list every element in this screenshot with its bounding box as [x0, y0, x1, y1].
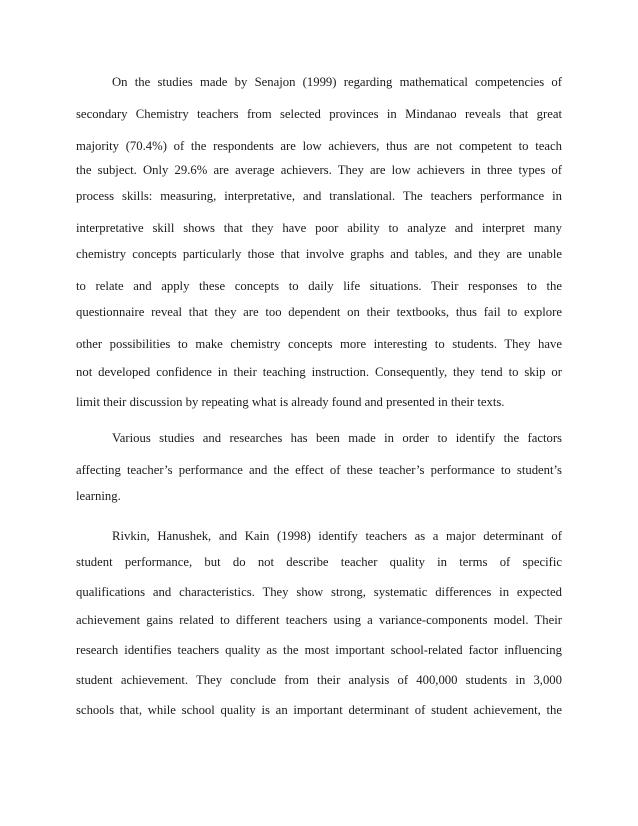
paragraph-3-line-3: qualifications and characteristics. They show strong, systematic differences in expected	[76, 585, 562, 599]
paragraph-3-line-7: schools that, while school quality is an important determinant of student achievement, the	[76, 703, 562, 717]
paragraph-3-line-6: student achievement. They conclude from their analysis of 400,000 students in 3,000	[76, 673, 562, 687]
paragraph-1-line-12: limit their discussion by repeating what is already found and presented in their texts.	[76, 395, 505, 409]
paragraph-1-line-8: to relate and apply these concepts to daily life situations. Their responses to the	[76, 279, 562, 293]
paragraph-1-line-10: other possibilities to make chemistry concepts more interesting to students. They have	[76, 337, 562, 351]
paragraph-1-line-6: interpretative skill shows that they have poor ability to analyze and interpret many	[76, 221, 562, 235]
paragraph-1-line-7: chemistry concepts particularly those that involve graphs and tables, and they are unable	[76, 247, 562, 261]
paragraph-3-line-5: research identifies teachers quality as the most important school-related factor influencing	[76, 643, 562, 657]
paragraph-1-line-9: questionnaire reveal that they are too dependent on their textbooks, thus fail to explore	[76, 305, 562, 319]
paragraph-3-line-4: achievement gains related to different teachers using a variance-components model. Their	[76, 613, 562, 627]
paragraph-1-line-5: process skills: measuring, interpretative, and translational. The teachers performance in	[76, 189, 562, 203]
paragraph-1-line-1: On the studies made by Senajon (1999) regarding mathematical competencies of	[112, 75, 562, 89]
paragraph-1-line-11: not developed confidence in their teaching instruction. Consequently, they tend to skip or	[76, 365, 562, 379]
paragraph-3-line-1: Rivkin, Hanushek, and Kain (1998) identify teachers as a major determinant of	[112, 529, 562, 543]
paragraph-2-line-1: Various studies and researches has been made in order to identify the factors	[112, 431, 562, 445]
paragraph-1-line-4: the subject. Only 29.6% are average achievers. They are low achievers in three types of	[76, 163, 562, 177]
paragraph-2-line-3: learning.	[76, 489, 121, 503]
paragraph-1-line-3: majority (70.4%) of the respondents are low achievers, thus are not competent to teach	[76, 139, 562, 153]
paragraph-2-line-2: affecting teacher’s performance and the effect of these teacher’s performance to student’s	[76, 463, 562, 477]
paragraph-3-line-2: student performance, but do not describe teacher quality in terms of specific	[76, 555, 562, 569]
paragraph-1-line-2: secondary Chemistry teachers from selected provinces in Mindanao reveals that great	[76, 107, 562, 121]
